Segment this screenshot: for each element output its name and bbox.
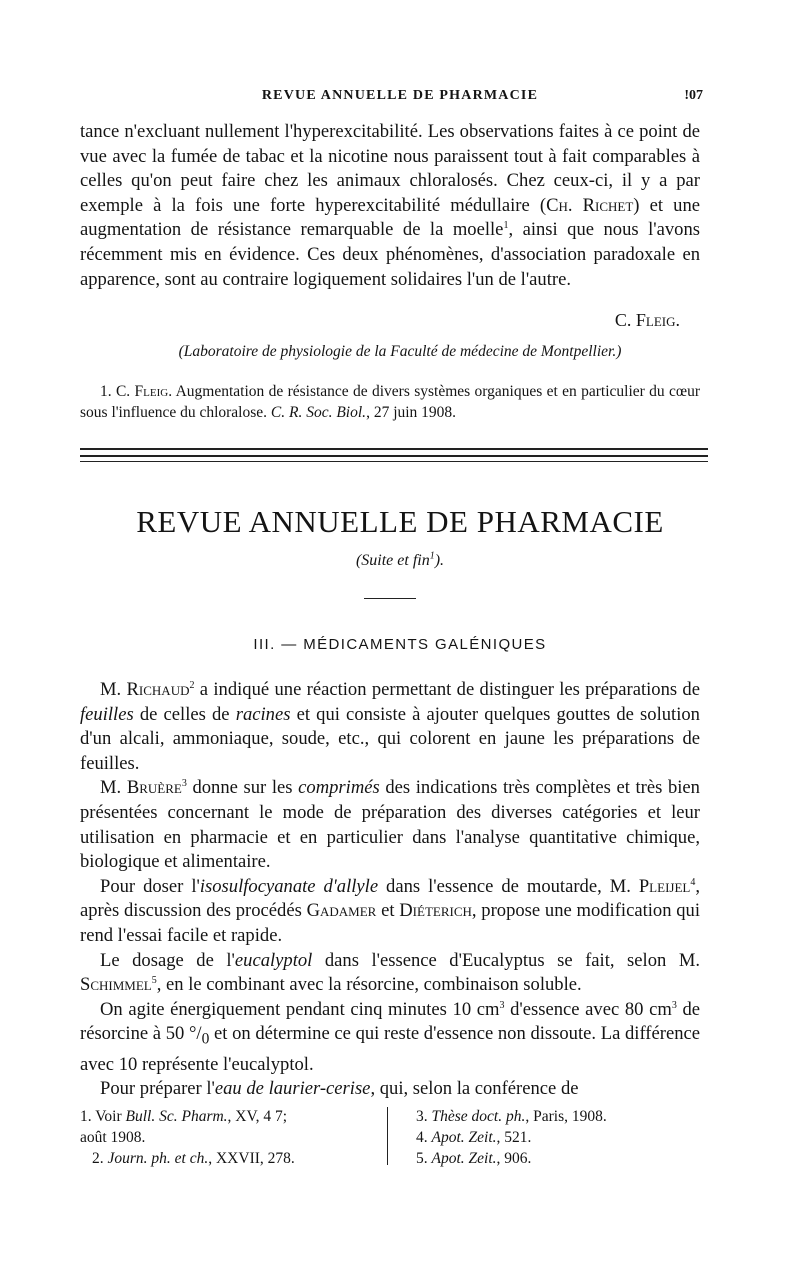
page-number: !07	[684, 88, 703, 103]
footnote-divider	[387, 1107, 388, 1165]
footnotes-left	[80, 1106, 380, 1169]
page-header	[0, 88, 800, 108]
article-subtitle: (Suite et fin$^1$).	[355, 550, 445, 569]
running-title: REVUE ANNUELLE DE PHARMACIE	[261, 88, 539, 103]
footnote-4: 4. Apot. Zeit., 521.	[416, 1129, 532, 1146]
footnote-2: 2. Journ. ph. et ch., XXVII, 278.	[92, 1150, 295, 1167]
footnote-3: 3. Thèse doct. ph., Paris, 1908.	[416, 1108, 607, 1125]
title-rule	[364, 598, 416, 599]
paragraph-pleijel: Pour doser l'isosulfocyanate d'allyle dans l'essence de moutarde, M. Pleijel$^4$, après discussion des procédés Gadamer et Diéterich, propose une modification qui rend l'essai facile et rapide.	[80, 875, 701, 946]
laboratory-affiliation: (Laboratoire de physiologie de la Faculté de médecine de Montpellier.)	[178, 343, 622, 360]
article-end-paragraph: tance n'excluant nullement l'hyperexcitabilité. Les observations faites à ce point de vue avec la fumée de tabac et la nicotine nous paraissent tout à fait comparables à celles qu'on peut faire chez les animaux chloralosés. Chez ceux-ci, il y a par exemple à la fois une forte hyperexcitabilité médullaire (Ch. Richet) et une augmentation de résistance remarquable de la moelle$^1$, ainsi que nous l'avons récemment mis en évidence. Ces deux phénomènes, d'association paradoxale en apparence, sont au contraire logiquement solidaires l'un de l'autre.	[80, 121, 700, 290]
author-signature: C. Fleig.	[614, 310, 680, 330]
article-end-footnote: 1. C. Fleig. Augmentation de résistance de divers systèmes organiques et en particulier du cœur sous l'influence du chloralose. C. R. Soc. Biol., 27 juin 1908.	[80, 383, 700, 421]
separator-rule	[80, 448, 708, 450]
paragraph-laurier-cerise: Pour préparer l'eau de laurier-cerise, qui, selon la conférence de	[100, 1078, 579, 1100]
article-body	[80, 678, 700, 1102]
paragraph-richaud: M. Richaud$^2$ a indiqué une réaction permettant de distinguer les préparations de feuilles de celles de racines et qui consiste à ajouter quelques gouttes de solution d'un alcali, ammoniaque, soude, etc., qui colorent en jaune les préparations de feuilles.	[80, 679, 700, 774]
footnote-1: 1. Voir Bull. Sc. Pharm., XV, 4 7;	[80, 1108, 288, 1125]
paragraph-procedure: On agite énergiquement pendant cinq minutes 10 $cm^3$ d'essence avec 80 $cm^3$ de résorcine à 50 $^\circ/_0$ et on détermine ce qui reste d'essence non dissoute. La différence avec 10 représente l'eucalyptol.	[80, 998, 700, 1075]
footnote-1-cont: août 1908.	[80, 1129, 146, 1146]
article-title: REVUE ANNUELLE DE PHARMACIE	[136, 504, 664, 539]
section-heading: III. — MÉDICAMENTS GALÉNIQUES	[253, 636, 547, 653]
paragraph-schimmel: Le dosage de l'eucalyptol dans l'essence d'Eucalyptus se fait, selon M. Schimmel$^5$, en le combinant avec la résorcine, combinaison soluble.	[80, 949, 700, 996]
paragraph-bruere: M. Bruère$^3$ donne sur les comprimés des indications très complètes et très bien présentées concernant le mode de préparation des diverses catégories et leur utilisation en pharmacie et en particulier dans l'analyse quantitative chimique, biologique et alimentaire.	[80, 777, 700, 873]
footnotes-right	[416, 1106, 716, 1169]
separator-rule	[80, 461, 708, 462]
separator-rule	[80, 455, 708, 457]
footnote-5: 5. Apot. Zeit., 906.	[416, 1150, 532, 1167]
